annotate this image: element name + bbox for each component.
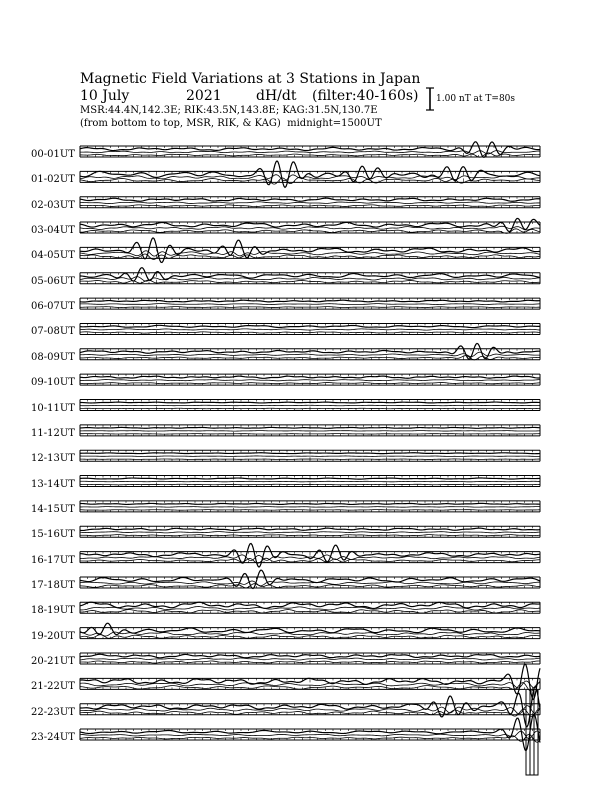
date-day: 10 July	[80, 88, 130, 104]
hour-row-20-21UT	[80, 653, 540, 664]
row-label: 14-15UT	[31, 503, 75, 515]
trace-msr	[80, 484, 540, 485]
trace-rik	[80, 431, 540, 432]
scale-bar	[426, 88, 434, 110]
hour-row-15-16UT	[80, 526, 540, 537]
trace-rik	[80, 532, 540, 533]
chart-title: Magnetic Field Variations at 3 Stations in Japan	[80, 71, 421, 87]
row-label: 13-14UT	[31, 478, 75, 490]
row-label: 22-23UT	[31, 706, 75, 718]
midnight-note: midnight=1500UT	[287, 118, 382, 129]
trace-rik	[80, 202, 540, 204]
row-label: 12-13UT	[31, 453, 75, 465]
row-label: 21-22UT	[31, 681, 75, 693]
quantity-label: dH/dt	[256, 88, 297, 104]
trace-rik	[80, 304, 540, 305]
filter-label: (filter:40-160s)	[312, 88, 419, 104]
row-label: 00-01UT	[31, 149, 75, 160]
row-label: 16-17UT	[31, 554, 75, 566]
hour-row-16-17UT	[80, 543, 540, 567]
hour-row-10-11UT	[80, 400, 540, 411]
date-year: 2021	[186, 88, 222, 104]
hour-row-17-18UT	[80, 570, 540, 588]
row-label: 02-03UT	[31, 199, 75, 211]
hour-row-02-03UT	[80, 197, 540, 208]
scale-label: 1.00 nT at T=80s	[436, 94, 516, 104]
hour-row-09-10UT	[80, 374, 540, 385]
row-label: 11-12UT	[31, 427, 75, 439]
hour-row-23-24UT	[80, 714, 540, 751]
trace-rik	[80, 507, 540, 508]
row-label: 08-09UT	[31, 351, 75, 363]
trace-rik	[80, 658, 540, 660]
row-label: 19-20UT	[31, 630, 75, 642]
row-label: 10-11UT	[31, 402, 75, 414]
hour-row-21-22UT	[80, 664, 540, 699]
hour-row-22-23UT	[80, 687, 540, 727]
stations-info: MSR:44.4N,142.3E; RIK:43.5N,143.8E; KAG:31.5N,130.7E	[80, 105, 378, 116]
hour-row-11-12UT	[80, 425, 540, 436]
trace-kag	[80, 161, 540, 187]
row-label: 18-19UT	[31, 605, 75, 617]
row-label: 05-06UT	[31, 275, 75, 287]
hour-row-18-19UT	[80, 602, 540, 613]
trace-rik	[80, 481, 540, 482]
order-note-text: (from bottom to top, MSR, RIK, & KAG)	[80, 118, 281, 129]
row-label: 23-24UT	[31, 732, 75, 744]
hour-row-19-20UT	[80, 623, 540, 638]
row-label: 06-07UT	[31, 301, 75, 313]
hour-row-04-05UT	[80, 238, 540, 263]
hour-row-00-01UT	[80, 142, 540, 158]
row-label: 09-10UT	[31, 377, 75, 389]
trace-kag	[80, 427, 540, 428]
row-label: 17-18UT	[31, 579, 75, 591]
trace-rik	[80, 329, 540, 330]
hour-row-08-09UT	[80, 343, 540, 359]
hour-row-14-15UT	[80, 501, 540, 512]
hour-row-06-07UT	[80, 298, 540, 309]
hour-row-05-06UT	[80, 268, 540, 284]
row-label: 03-04UT	[31, 225, 75, 237]
row-label: 04-05UT	[31, 250, 75, 262]
row-label: 20-21UT	[31, 656, 75, 667]
trace-kag	[80, 503, 540, 504]
hour-row-07-08UT	[80, 323, 540, 334]
trace-msr	[80, 459, 540, 460]
trace-kag	[80, 402, 540, 403]
row-label: 01-02UT	[31, 174, 75, 186]
trace-kag	[80, 453, 540, 454]
hour-row-13-14UT	[80, 476, 540, 487]
hour-row-03-04UT	[80, 218, 540, 233]
hour-row-12-13UT	[80, 450, 540, 461]
hour-row-01-02UT	[80, 161, 540, 187]
row-label: 15-16UT	[31, 529, 75, 541]
trace-kag	[80, 478, 540, 479]
trace-rik	[80, 380, 540, 381]
row-label: 07-08UT	[31, 326, 75, 338]
